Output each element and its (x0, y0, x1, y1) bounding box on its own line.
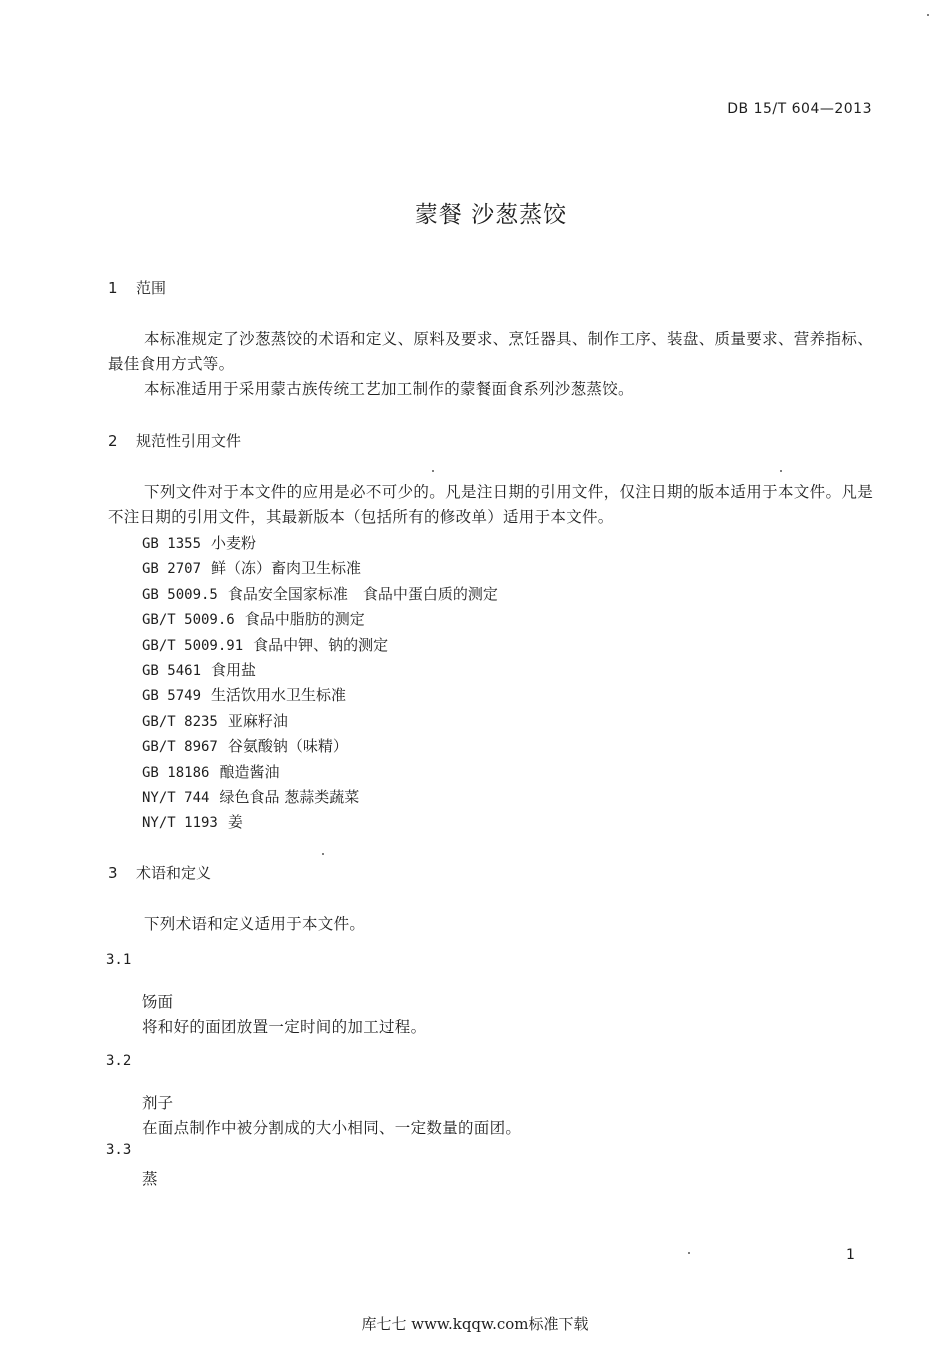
reference-title: 食用盐 (211, 660, 257, 679)
scan-speck (780, 470, 782, 472)
reference-item (142, 531, 498, 556)
reference-item (142, 810, 498, 835)
reference-code: GB/T 8235 (142, 713, 218, 730)
reference-code: GB/T 5009.91 (142, 637, 244, 654)
reference-title: 生活饮用水卫生标准 (211, 686, 347, 705)
scope-paragraph-1: 本标准规定了沙葱蒸饺的术语和定义、原料及要求、烹饪器具、制作工序、装盘、质量要求、营养指标、最佳食用方式等。 (108, 330, 873, 373)
section-number: 2 (108, 432, 118, 450)
reference-item (142, 785, 498, 810)
section-title: 术语和定义 (136, 864, 212, 882)
term-definition: 在面点制作中被分割成的大小相同、一定数量的面团。 (142, 1119, 522, 1137)
term-name: 蒸 (142, 1170, 158, 1188)
term-number: 3.1 (106, 952, 132, 968)
reference-title: 酿造酱油 (219, 762, 280, 781)
reference-code: GB 2707 (142, 561, 202, 578)
reference-code: GB 5749 (142, 688, 202, 705)
reference-code: GB/T 8967 (142, 739, 218, 756)
term-definition: 将和好的面团放置一定时间的加工过程。 (142, 1018, 427, 1036)
reference-title: 姜 (227, 813, 243, 832)
reference-code: GB/T 5009.6 (142, 612, 235, 629)
term-number: 3.2 (106, 1053, 132, 1069)
reference-list (142, 531, 498, 836)
term-number: 3.3 (106, 1142, 132, 1158)
document-title: 蒙餐 沙葱蒸饺 (414, 202, 568, 228)
scan-speck (322, 853, 324, 855)
reference-code: GB 1355 (142, 536, 202, 552)
term-name: 剂子 (142, 1094, 174, 1112)
reference-title: 食品中脂肪的测定 (244, 610, 365, 629)
reference-item (142, 607, 498, 632)
reference-title: 亚麻籽油 (227, 711, 288, 730)
section-terms-heading (108, 862, 211, 883)
section-number: 1 (108, 279, 118, 297)
section-references-heading (108, 430, 241, 451)
terms-intro: 下列术语和定义适用于本文件。 (144, 915, 366, 933)
reference-title: 食品中钾、钠的测定 (253, 635, 389, 654)
reference-code: NY/T 744 (142, 789, 210, 806)
reference-title: 绿色食品 葱蒜类蔬菜 (219, 787, 360, 806)
page-number: 1 (846, 1247, 855, 1263)
reference-item (142, 709, 498, 734)
reference-item (142, 556, 498, 581)
reference-item (142, 734, 498, 759)
reference-item (142, 582, 498, 607)
term-name: 饧面 (142, 993, 174, 1011)
reference-title: 鲜（冻）畜肉卫生标准 (211, 559, 362, 578)
scan-speck (927, 14, 929, 16)
scan-speck (688, 1252, 690, 1254)
reference-title: 谷氨酸钠（味精） (227, 737, 348, 756)
reference-code: NY/T 1193 (142, 815, 218, 832)
section-number: 3 (108, 864, 118, 882)
reference-code: GB 5461 (142, 662, 202, 679)
reference-code: GB 18186 (142, 764, 210, 781)
reference-code: GB 5009.5 (142, 586, 218, 603)
scan-speck (432, 470, 434, 472)
reference-item (142, 658, 498, 683)
footer-watermark: 库七七 www.kqqw.com标准下载 (361, 1315, 589, 1333)
scope-paragraph-2: 本标准适用于采用蒙古族传统工艺加工制作的蒙餐面食系列沙葱蒸饺。 (144, 380, 634, 398)
reference-item (142, 683, 498, 708)
reference-item (142, 760, 498, 785)
section-title: 范围 (136, 279, 167, 297)
reference-item (142, 633, 498, 658)
reference-title: 食品安全国家标准 食品中蛋白质的测定 (227, 584, 498, 603)
section-scope-heading (108, 277, 166, 298)
standard-number: DB 15/T 604—2013 (727, 101, 872, 117)
reference-title: 小麦粉 (211, 534, 257, 552)
section-title: 规范性引用文件 (136, 432, 242, 450)
references-intro: 下列文件对于本文件的应用是必不可少的。凡是注日期的引用文件，仅注日期的版本适用于本文件。凡是不注日期的引用文件，其最新版本（包括所有的修改单）适用于本文件。 (108, 483, 873, 526)
